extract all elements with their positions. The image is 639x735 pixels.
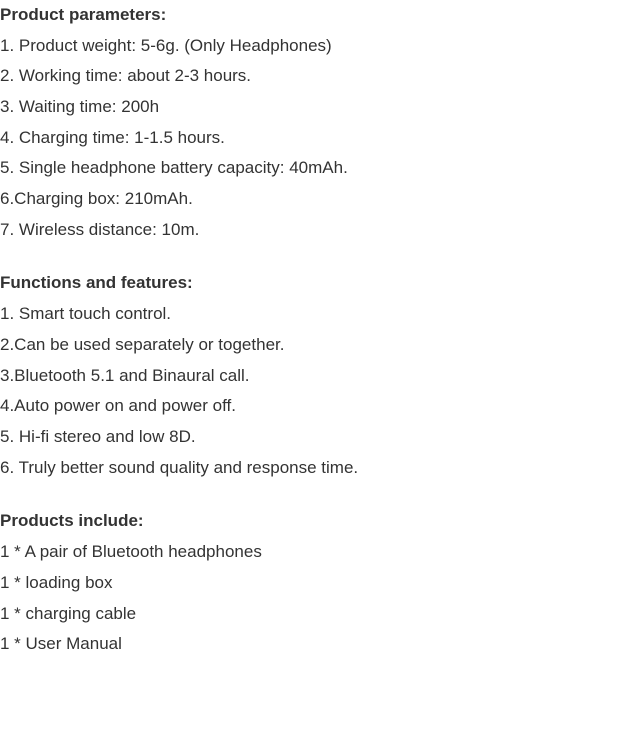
list-item: 1. Smart touch control. <box>0 304 172 324</box>
list-item: 4.Auto power on and power off. <box>0 396 236 416</box>
list-item: 5. Single headphone battery capacity: 40mAh. <box>0 158 348 178</box>
functions-features-title: Functions and features: <box>0 272 193 292</box>
list-item: 3. Waiting time: 200h <box>0 97 160 117</box>
list-item: 1 * User Manual <box>0 634 122 654</box>
list-item: 6.Charging box: 210mAh. <box>0 189 193 209</box>
list-item: 1 * loading box <box>0 572 113 592</box>
products-include-title: Products include: <box>0 510 144 530</box>
functions-features-section <box>0 273 639 478</box>
list-item: 1 * A pair of Bluetooth headphones <box>0 542 262 562</box>
list-item: 2. Working time: about 2-3 hours. <box>0 66 252 86</box>
list-item: 4. Charging time: 1-1.5 hours. <box>0 127 225 147</box>
list-item: 5. Hi-fi stereo and low 8D. <box>0 427 196 447</box>
list-item: 3.Bluetooth 5.1 and Binaural call. <box>0 365 250 385</box>
product-parameters-title: Product parameters: <box>0 5 167 24</box>
product-parameters-list <box>0 36 639 240</box>
functions-features-list <box>0 304 639 477</box>
list-item: 6. Truly better sound quality and response time. <box>0 457 359 477</box>
list-item: 1 * charging cable <box>0 603 137 623</box>
list-item: 2.Can be used separately or together. <box>0 335 285 354</box>
product-parameters-section <box>0 5 639 240</box>
list-item: 1. Product weight: 5-6g. (Only Headphones) <box>0 35 332 55</box>
products-include-list <box>0 542 639 654</box>
products-include-section <box>0 511 639 655</box>
list-item: 7. Wireless distance: 10m. <box>0 219 200 239</box>
